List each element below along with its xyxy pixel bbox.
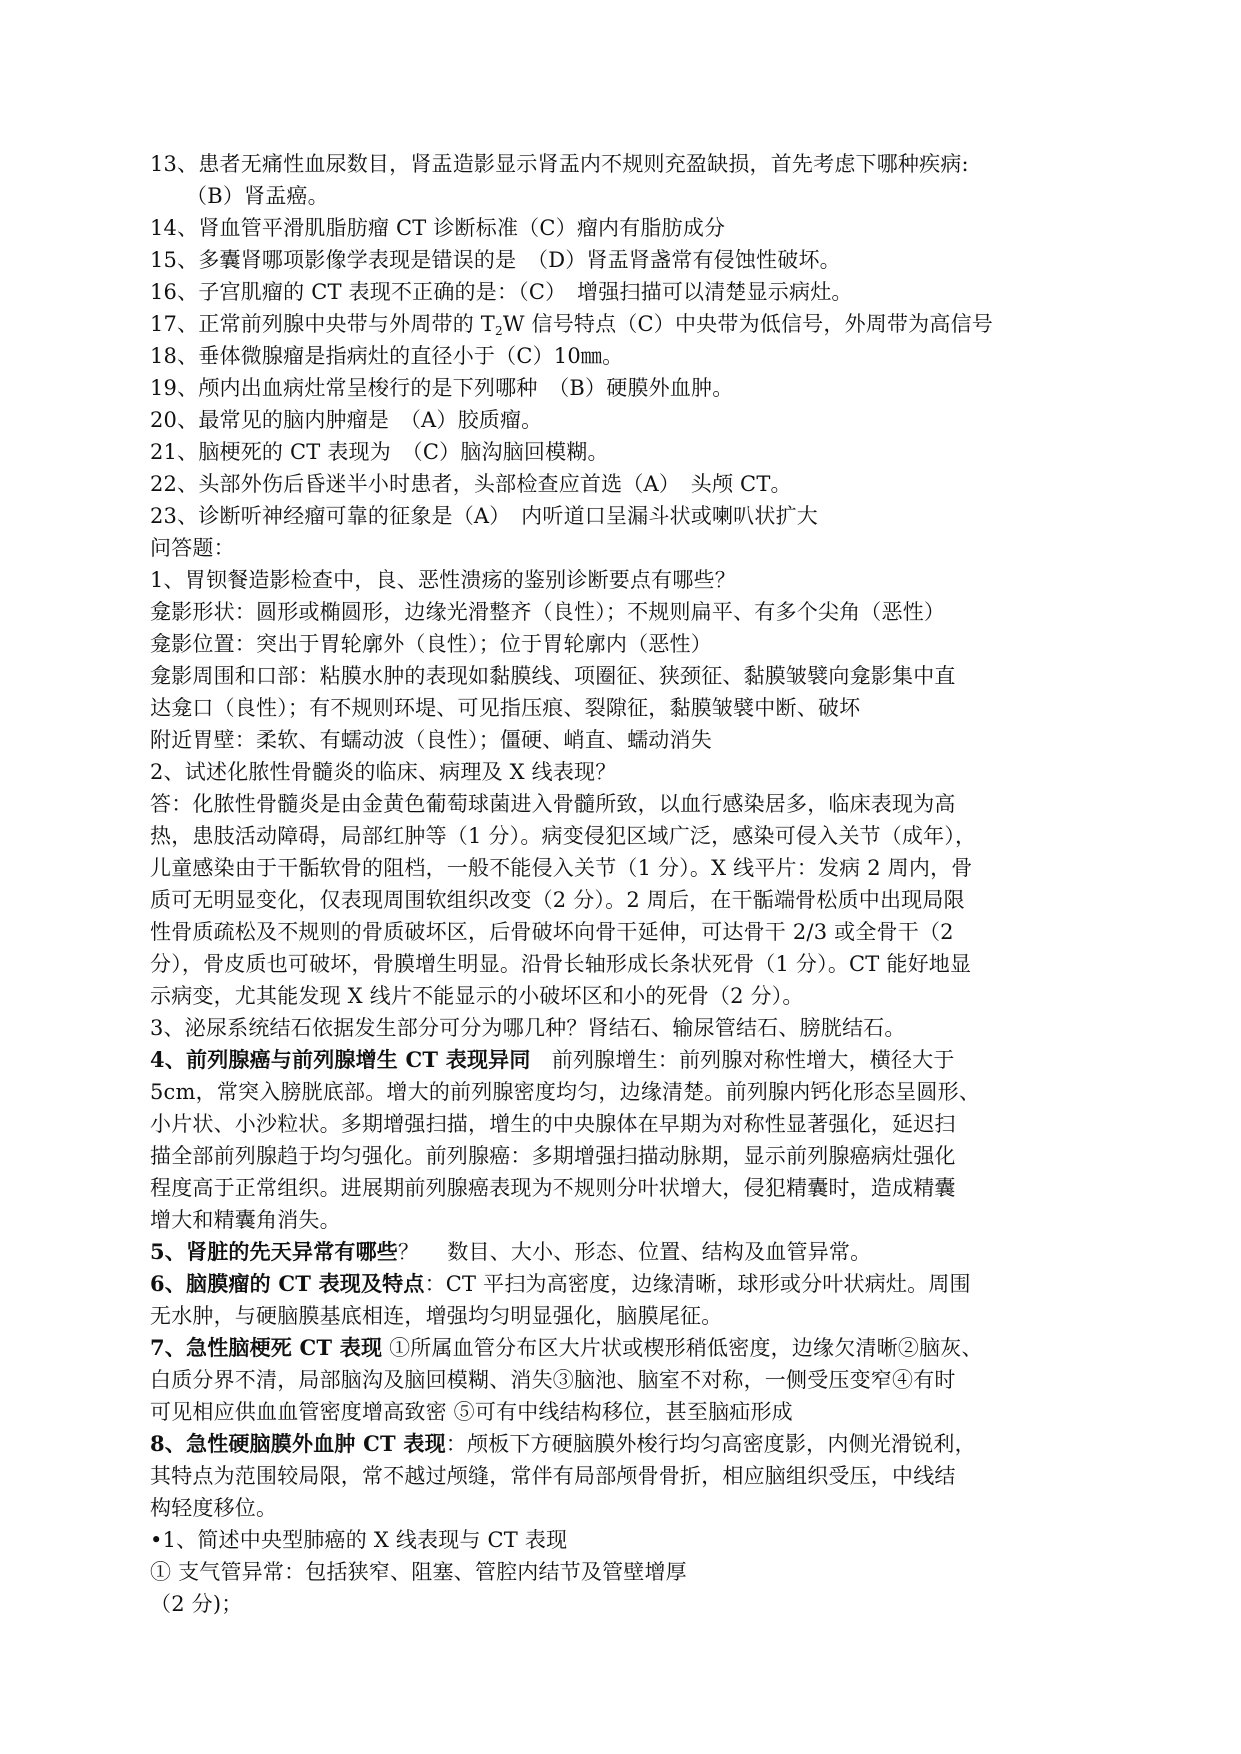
answer-text: ？ 数目、大小、形态、位置、结构及血管异常。	[398, 1240, 872, 1264]
answer-text: ：CT 平扫为高密度，边缘清晰，球形或分叶状病灶。周围	[424, 1272, 971, 1296]
mcq-line: （B）肾盂癌。	[186, 184, 329, 208]
qa-line	[150, 1332, 1090, 1364]
document-body	[150, 148, 1090, 1620]
qa-line: •1、简述中央型肺癌的 X 线表现与 CT 表现	[150, 1528, 568, 1552]
question-title: 8、急性硬脑膜外血肿 CT 表现	[150, 1431, 446, 1456]
qa-line	[150, 1268, 1090, 1300]
qa-line: 增大和精囊角消失。	[150, 1208, 341, 1232]
mcq-line: 16、子宫肌瘤的 CT 表现不正确的是：（C） 增强扫描可以清楚显示病灶。	[150, 280, 853, 304]
qa-line	[150, 1236, 1090, 1268]
mcq-line: 23、诊断听神经瘤可靠的征象是（A） 内听道口呈漏斗状或喇叭状扩大	[150, 504, 818, 528]
subscript: 2	[495, 324, 503, 338]
qa-line: 程度高于正常组织。进展期前列腺癌表现为不规则分叶状增大，侵犯精囊时，造成精囊	[150, 1176, 956, 1200]
mcq-line: 20、最常见的脑内肿瘤是 （A）胶质瘤。	[150, 408, 543, 432]
qa-line: 答：化脓性骨髓炎是由金黄色葡萄球菌进入骨髓所致，以血行感染居多，临床表现为高	[150, 792, 956, 816]
qa-line: 可见相应供血血管密度增高致密 ⑤可有中线结构移位，甚至脑疝形成	[150, 1400, 793, 1424]
qa-line: 热，患肢活动障碍，局部红肿等（1 分）。病变侵犯区域广泛，感染可侵入关节（成年），	[150, 824, 977, 848]
mcq-line: 15、多囊肾哪项影像学表现是错误的是 （D）肾盂肾盏常有侵蚀性破坏。	[150, 248, 841, 272]
answer-text: ：颅板下方硬脑膜外梭行均匀高密度影，内侧光滑锐利，	[445, 1432, 976, 1456]
qa-line: 分），骨皮质也可破坏，骨膜增生明显。沿骨长轴形成长条状死骨（1 分）。CT 能好地显	[150, 952, 972, 976]
qa-line: 3、泌尿系统结石依据发生部分可分为哪几种？肾结石、输尿管结石、膀胱结石。	[150, 1016, 906, 1040]
qa-line: 其特点为范围较局限，常不越过颅缝，常伴有局部颅骨骨折，相应脑组织受压，中线结	[150, 1464, 956, 1488]
mcq-line: 22、头部外伤后昏迷半小时患者，头部检查应首选（A） 头颅 CT。	[150, 472, 792, 496]
answer-text: 前列腺增生：前列腺对称性增大，横径大于	[530, 1048, 955, 1072]
question-title: 5、肾脏的先天异常有哪些	[150, 1239, 399, 1264]
question-title: 6、脑膜瘤的 CT 表现及特点	[150, 1271, 425, 1296]
qa-line: 2、试述化脓性骨髓炎的临床、病理及 X 线表现？	[150, 760, 617, 784]
question-title: 4、前列腺癌与前列腺增生 CT 表现异同	[150, 1047, 531, 1072]
qa-line: 无水肿，与硬脑膜基底相连，增强均匀明显强化，脑膜尾征。	[150, 1304, 723, 1328]
section-heading: 问答题：	[150, 536, 235, 560]
qa-line: ① 支气管异常：包括狭窄、阻塞、管腔内结节及管壁增厚	[150, 1560, 687, 1584]
qa-line: 5cm，常突入膀胱底部。增大的前列腺密度均匀，边缘清楚。前列腺内钙化形态呈圆形、	[150, 1080, 981, 1104]
mcq-line	[150, 308, 1090, 340]
qa-line: 儿童感染由于干骺软骨的阻档，一般不能侵入关节（1 分）。X 线平片：发病 2 周内，骨	[150, 856, 973, 880]
question-title: 7、急性脑梗死 CT 表现	[150, 1335, 383, 1360]
qa-line: 达龛口（良性）；有不规则环堤、可见指压痕、裂隙征，黏膜皱襞中断、破坏	[150, 696, 861, 720]
qa-line	[150, 1044, 1090, 1076]
mcq-line: 18、垂体微腺瘤是指病灶的直径小于（C）10㎜。	[150, 344, 624, 368]
qa-line: 龛影形状：圆形或椭圆形，边缘光滑整齐（良性）；不规则扁平、有多个尖角（恶性）	[150, 600, 946, 624]
mcq-line: 19、颅内出血病灶常呈梭行的是下列哪种 （B）硬膜外血肿。	[150, 376, 734, 400]
qa-line: 小片状、小沙粒状。多期增强扫描，增生的中央腺体在早期为对称性显著强化，延迟扫	[150, 1112, 956, 1136]
qa-line: 附近胃壁：柔软、有蠕动波（良性）；僵硬、峭直、蠕动消失	[150, 728, 712, 752]
qa-line: 示病变，尤其能发现 X 线片不能显示的小破坏区和小的死骨（2 分）。	[150, 984, 804, 1008]
qa-line: （2 分)；	[150, 1592, 243, 1616]
qa-line: 描全部前列腺趋于均匀强化。前列腺癌：多期增强扫描动脉期，显示前列腺癌病灶强化	[150, 1144, 956, 1168]
mcq-line: 13、患者无痛性血尿数目，肾盂造影显示肾盂内不规则充盈缺损，首先考虑下哪种疾病:	[150, 152, 969, 176]
mcq-text: W 信号特点（C）中央带为低信号，外周带为高信号	[502, 312, 993, 336]
mcq-text: 17、正常前列腺中央带与外周带的 T	[150, 312, 496, 336]
qa-line: 构轻度移位。	[150, 1496, 278, 1520]
mcq-line: 21、脑梗死的 CT 表现为 （C）脑沟脑回模糊。	[150, 440, 609, 464]
qa-line	[150, 1428, 1090, 1460]
qa-line: 龛影周围和口部：粘膜水肿的表现如黏膜线、项圈征、狭颈征、黏膜皱襞向龛影集中直	[150, 664, 956, 688]
qa-line: 1、胃钡餐造影检查中，良、恶性溃疡的鉴别诊断要点有哪些？	[150, 568, 736, 592]
qa-line: 质可无明显变化，仅表现周围软组织改变（2 分）。2 周后，在干骺端骨松质中出现局限	[150, 888, 965, 912]
mcq-line: 14、肾血管平滑肌脂肪瘤 CT 诊断标准（C）瘤内有脂肪成分	[150, 216, 726, 240]
answer-text: ①所属血管分布区大片状或楔形稍低密度，边缘欠清晰②脑灰、	[382, 1336, 983, 1360]
qa-line: 龛影位置：突出于胃轮廓外（良性）；位于胃轮廓内（恶性）	[150, 632, 712, 656]
qa-line: 性骨质疏松及不规则的骨质破坏区，后骨破坏向骨干延伸，可达骨干 2/3 或全骨干（2	[150, 920, 954, 944]
qa-line: 白质分界不清，局部脑沟及脑回模糊、消失③脑池、脑室不对称，一侧受压变窄④有时	[150, 1368, 956, 1392]
